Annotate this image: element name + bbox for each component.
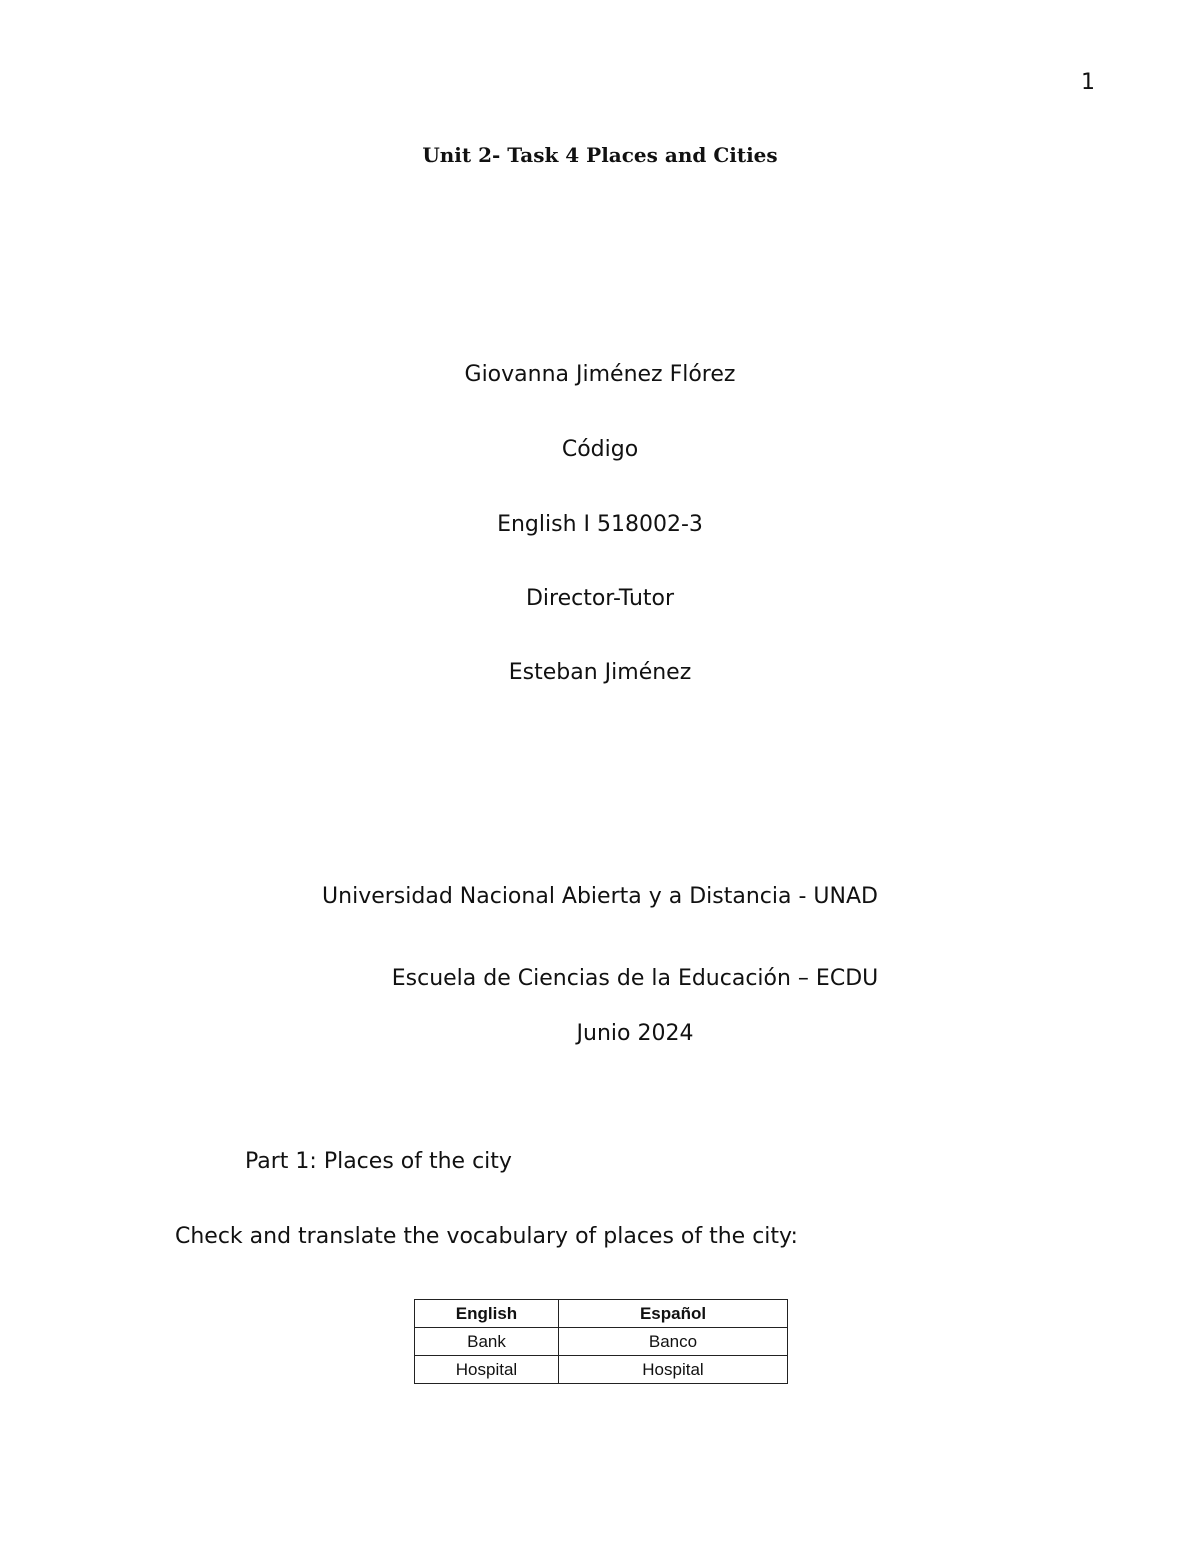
table-row <box>415 1356 788 1384</box>
university-name: Universidad Nacional Abierta y a Distancia - UNAD <box>322 884 878 909</box>
column-header-espanol: Español <box>559 1300 788 1328</box>
school-name: Escuela de Ciencias de la Educación – ECDU <box>391 966 879 991</box>
page-number: 1 <box>1081 70 1095 95</box>
table-cell-espanol: Banco <box>559 1328 788 1356</box>
table-row <box>415 1328 788 1356</box>
code-label: Código <box>561 437 639 462</box>
table-cell-english: Bank <box>415 1328 559 1356</box>
table-cell-english: Hospital <box>415 1356 559 1384</box>
part1-heading: Part 1: Places of the city <box>245 1149 512 1174</box>
document-title: Unit 2- Task 4 Places and Cities <box>422 143 778 167</box>
author-name: Giovanna Jiménez Flórez <box>464 362 736 387</box>
vocabulary-table <box>414 1299 788 1384</box>
table-header-row <box>415 1300 788 1328</box>
tutor-name: Esteban Jiménez <box>508 660 692 685</box>
table-cell-espanol: Hospital <box>559 1356 788 1384</box>
column-header-english: English <box>415 1300 559 1328</box>
course-name: English I 518002-3 <box>497 512 703 537</box>
part1-instruction: Check and translate the vocabulary of places of the city: <box>175 1224 798 1249</box>
tutor-label: Director-Tutor <box>525 586 675 611</box>
document-date: Junio 2024 <box>576 1021 694 1046</box>
